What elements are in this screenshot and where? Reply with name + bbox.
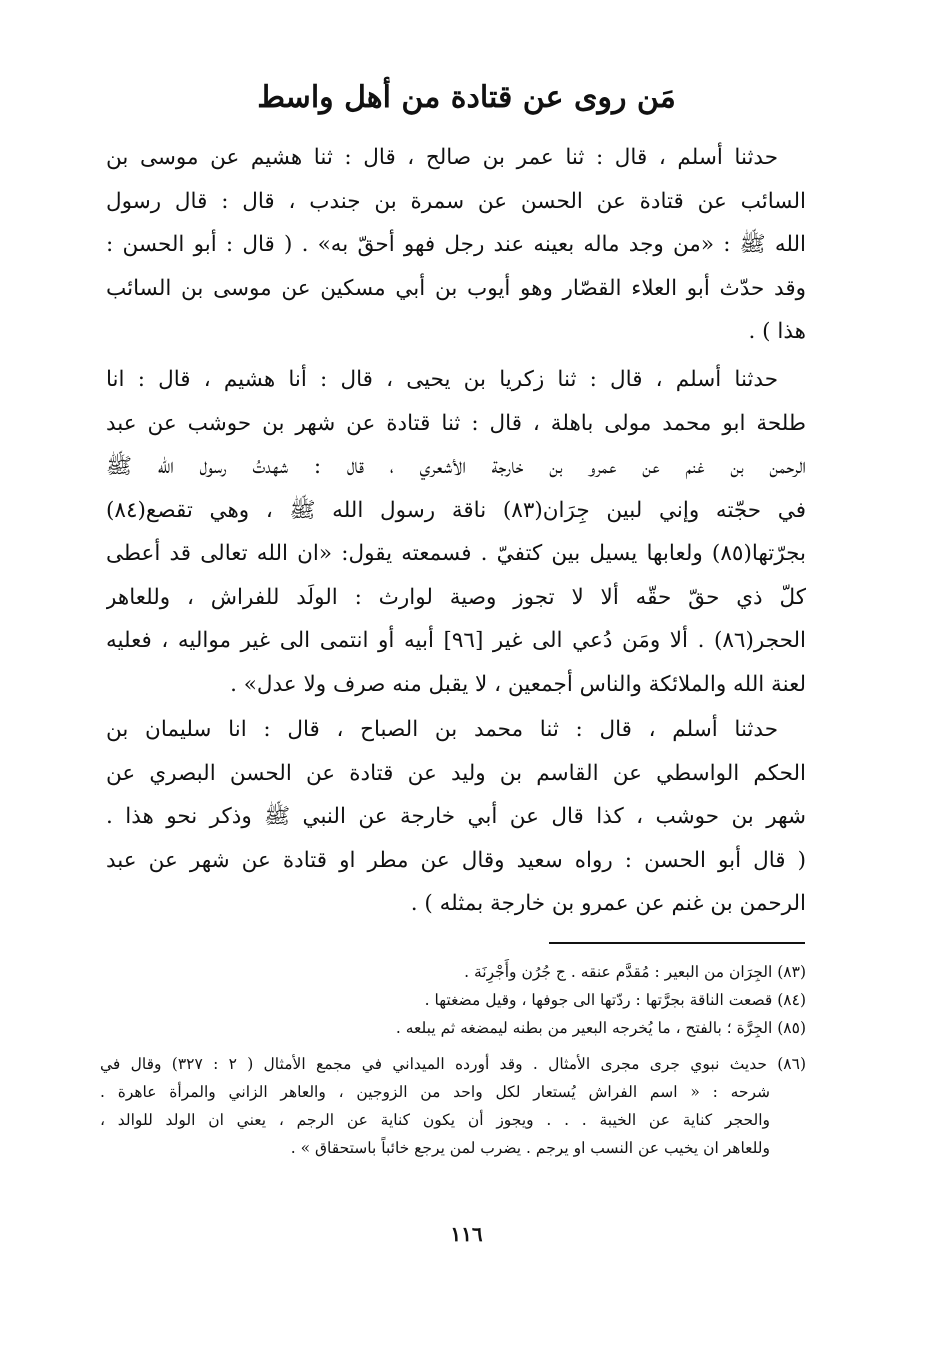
text-line: ( قال أبو الحسن : رواه سعيد وقال عن مطر او قتادة عن شهر عن عبد: [106, 847, 806, 873]
text-line: حدثنا أسلم ، قال : ثنا زكريا بن يحيى ، قال : أنا هشيم ، قال : انا: [106, 367, 778, 392]
text-line: السائب عن قتادة عن الحسن عن سمرة بن جندب ، قال : قال رسول: [106, 188, 806, 214]
paragraph-3: [106, 708, 806, 926]
text-line: الحكم الواسطي عن القاسم بن وليد عن قتادة عن الحسن البصري عن: [106, 760, 806, 786]
footnote-83: (٨٣) الجِرَان من البعير : مُقدَّم عنقه . ج جُرُن وأَجْرِنَة .: [464, 963, 806, 981]
page-title: مَن روى عن قتادة من أهل واسط: [257, 80, 676, 115]
page-number: ١١٦: [450, 1222, 483, 1246]
footnote-86-continued: والحجر كناية عن الخيبة . . . ويجوز أن يكون كناية عن الرجم ، يعني ان الولد للوالد ،: [100, 1111, 770, 1129]
text-line: بجرّتها(٨٥) ولعابها يسيل بين كتفيّ . فسمعته يقول: «ان الله تعالى قد أعطى: [106, 541, 806, 566]
text-line: وقد حدّث أبو العلاء القصّار وهو أيوب بن أبي مسكين عن موسى بن السائب: [106, 275, 806, 301]
text-line: حدثنا أسلم ، قال : ثنا محمد بن الصباح ، قال : انا سليمان بن: [106, 717, 778, 742]
text-line: كلّ ذي حقّ حقّه ألا لا تجوز وصية لوارث : الولَد للفراش ، وللعاهر: [106, 584, 806, 610]
text-line: الرحمن بن غنم عن عمرو بن خارجة بمثله ) .: [410, 891, 806, 916]
text-line: الرحمن بن غنم عن عمرو بن خارجة الأشعري ، قال : شهدتُ رسول الله ﷺ: [106, 454, 806, 479]
footnote-85: (٨٥) الجِرَّة ؛ بالفتح ، ما يُخرجه البعير من بطنه ليمضغه ثم يبلعه .: [395, 1019, 806, 1037]
text-line: لعنة الله والملائكة والناس أجمعين ، لا يقبل منه صرف ولا عدل» .: [230, 671, 806, 697]
text-line: طلحة ابو محمد مولى باهلة ، قال : ثنا قتادة عن شهر بن حوشب عن عبد: [106, 410, 806, 436]
footnote-86: (٨٦) حديث نبوي جرى مجرى الأمثال . وقد أورده الميداني في مجمع الأمثال ( ٢ : ٣٢٧) وقال في: [100, 1055, 806, 1073]
footnote-separator: [549, 942, 805, 944]
footnote-86-continued: وللعاهر ان يخيب عن النسب او يرجم . يضرب لمن يرجع خائباً باستحقاق » .: [290, 1139, 770, 1157]
text-line: شهر بن حوشب ، كذا قال عن أبي خارجة عن النبي ﷺ وذكر نحو هذا .: [106, 804, 806, 829]
paragraph-1: [106, 136, 806, 354]
paragraph-2: [106, 358, 806, 706]
footnotes: [100, 958, 806, 1162]
text-line: هذا ) .: [748, 319, 806, 344]
footnote-84: (٨٤) قصعت الناقة بجرَّتها : ردّتها الى جوفها ، وقيل مضغتها .: [424, 991, 806, 1009]
text-line: في حجّته وإني لبين جِرَان(٨٣) ناقة رسول الله ﷺ ، وهي تقصع(٨٤): [106, 497, 806, 523]
footnote-86-continued: شرحه : « اسم الفراش يُستعار لكل واحد من الزوجين ، والعاهر الزاني والمرأة عاهرة .: [100, 1083, 770, 1101]
text-line: الله ﷺ : «من وجد ماله بعينه عند رجل فهو أحقّ به» . ( قال : أبو الحسن :: [106, 232, 806, 257]
text-line: حدثنا أسلم ، قال : ثنا عمر بن صالح ، قال : ثنا هشيم عن موسى بن: [106, 145, 778, 170]
text-line: الحجر(٨٦) . ألا ومَن دُعي الى غير [٩٦] أبيه أو انتمى الى غير مواليه ، فعليه: [106, 628, 806, 653]
